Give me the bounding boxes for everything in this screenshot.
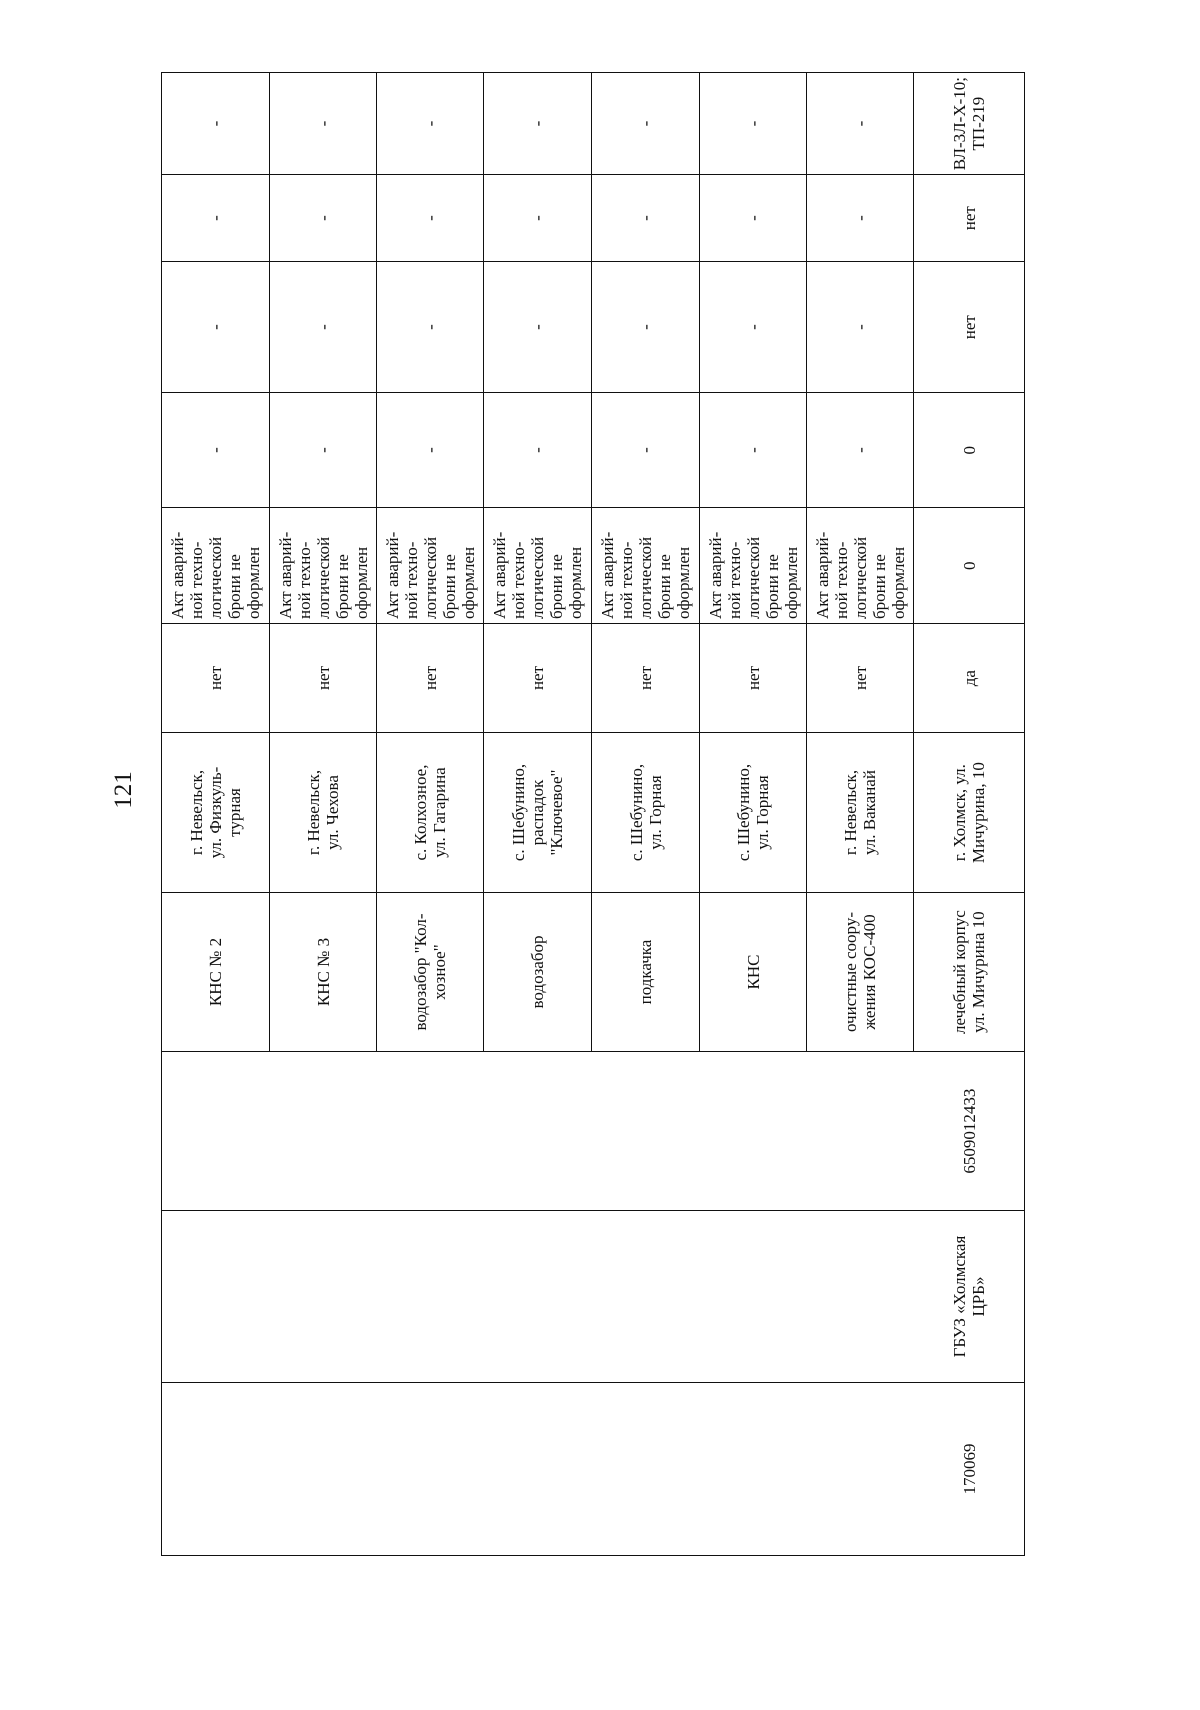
act-cell: 0: [914, 507, 1024, 623]
page-number: 121: [110, 771, 137, 809]
id-cell: [592, 1382, 700, 1555]
data-table: [161, 72, 1025, 1556]
flag-cell: нет: [270, 623, 376, 732]
value-cell: -: [377, 174, 483, 261]
organization-cell: [162, 1210, 270, 1382]
object-cell: КНС № 3: [270, 892, 376, 1051]
act-cell: Акт аварий- ной техно- логической брони не оформлен: [592, 507, 699, 623]
inn-cell: [484, 1051, 592, 1210]
flag-cell: нет: [162, 623, 269, 732]
value-cell: -: [162, 392, 269, 507]
value-cell: нет: [914, 261, 1024, 392]
id-cell: [270, 1382, 377, 1555]
inn-cell: [377, 1051, 484, 1210]
address-cell: с. Колхозное, ул. Гагарина: [377, 732, 483, 892]
act-cell: Акт аварий- ной техно- логической брони не оформлен: [484, 507, 591, 623]
table-row: [270, 73, 377, 1555]
id-cell: [162, 1382, 270, 1555]
flag-cell: да: [914, 623, 1024, 732]
address-cell: г. Невельск, ул. Ваканай: [807, 732, 913, 892]
organization-cell: [700, 1210, 807, 1382]
organization-cell: [270, 1210, 377, 1382]
value-cell: 0: [914, 392, 1024, 507]
act-cell: Акт аварий- ной техно- логической брони не оформлен: [700, 507, 806, 623]
id-cell: 170069: [914, 1382, 1024, 1555]
value-cell: -: [636, 120, 655, 127]
address-cell: с. Шебунино, ул. Горная: [700, 732, 806, 892]
id-cell: [807, 1382, 914, 1555]
flag-cell: нет: [484, 623, 591, 732]
address-cell: с. Шебунино, ул. Горная: [592, 732, 699, 892]
table-row: [914, 73, 1024, 1555]
inn-cell: [592, 1051, 700, 1210]
value-cell: -: [484, 174, 591, 261]
flag-cell: нет: [807, 623, 913, 732]
table-row: [592, 73, 700, 1555]
value-cell: -: [743, 120, 763, 127]
inn-cell: [270, 1051, 377, 1210]
value-cell: -: [700, 261, 806, 392]
inn-cell: [700, 1051, 807, 1210]
value-cell: -: [850, 120, 870, 127]
object-cell: подкачка: [592, 892, 699, 1051]
address-cell: г. Невельск, ул. Физкуль- турная: [162, 732, 269, 892]
act-cell: Акт аварий- ной техно- логической брони не оформлен: [162, 507, 269, 623]
flag-cell: нет: [592, 623, 699, 732]
value-cell: -: [162, 174, 269, 261]
value-cell: -: [807, 261, 913, 392]
value-cell: -: [162, 261, 269, 392]
table-row: [484, 73, 592, 1555]
value-cell: -: [592, 261, 699, 392]
value-cell: -: [377, 392, 483, 507]
value-cell: -: [484, 392, 591, 507]
act-cell: Акт аварий- ной техно- логической брони не оформлен: [270, 507, 376, 623]
value-cell: -: [700, 392, 806, 507]
id-cell: [484, 1382, 592, 1555]
value-cell: -: [528, 120, 547, 127]
object-cell: КНС № 2: [162, 892, 269, 1051]
address-cell: г. Невельск, ул. Чехова: [270, 732, 376, 892]
inn-cell: 6509012433: [914, 1051, 1024, 1210]
value-cell: -: [377, 261, 483, 392]
value-cell: -: [206, 120, 225, 127]
organization-cell: ГБУЗ «Холмская ЦРБ»: [914, 1210, 1024, 1382]
table-row: [377, 73, 484, 1555]
object-cell: лечебный корпус ул. Мичурина 10: [914, 892, 1024, 1051]
organization-cell: [377, 1210, 484, 1382]
table-row: [162, 73, 270, 1555]
address-cell: г. Холмск, ул. Мичурина, 10: [914, 732, 1024, 892]
object-cell: водозабор "Кол- хозное": [377, 892, 483, 1051]
value-cell: -: [807, 174, 913, 261]
value-cell: -: [592, 392, 699, 507]
act-cell: Акт аварий- ной техно- логической брони не оформлен: [807, 507, 913, 623]
object-cell: водозабор: [484, 892, 591, 1051]
id-cell: [700, 1382, 807, 1555]
value-cell: -: [807, 392, 913, 507]
flag-cell: нет: [700, 623, 806, 732]
inn-cell: [807, 1051, 914, 1210]
value-cell: -: [484, 261, 591, 392]
value-cell: -: [270, 174, 376, 261]
organization-cell: [592, 1210, 700, 1382]
value-cell: -: [270, 261, 376, 392]
organization-cell: [484, 1210, 592, 1382]
value-cell: -: [592, 174, 699, 261]
act-cell: Акт аварий- ной техно- логической брони не оформлен: [377, 507, 483, 623]
table-row: [807, 73, 914, 1555]
inn-cell: [162, 1051, 270, 1210]
table-row: [700, 73, 807, 1555]
value-cell: -: [313, 120, 333, 127]
value-cell: ВЛ-3Л-Х-10; ТП-219: [950, 77, 988, 171]
object-cell: КНС: [700, 892, 806, 1051]
value-cell: -: [420, 120, 440, 127]
value-cell: -: [270, 392, 376, 507]
id-cell: [377, 1382, 484, 1555]
value-cell: -: [700, 174, 806, 261]
object-cell: очистные соору- жения КОС-400: [807, 892, 913, 1051]
organization-cell: [807, 1210, 914, 1382]
flag-cell: нет: [377, 623, 483, 732]
value-cell: нет: [914, 174, 1024, 261]
address-cell: с. Шебунино, распадок "Ключевое": [484, 732, 591, 892]
